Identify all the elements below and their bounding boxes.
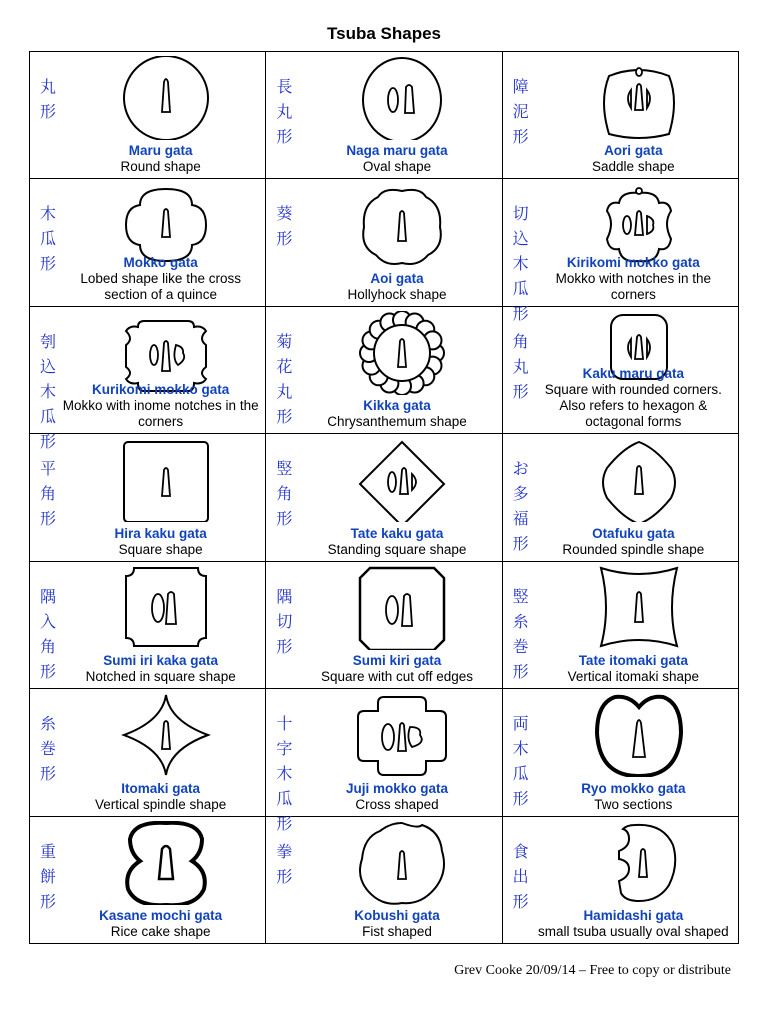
kanji-char: 形: [276, 866, 293, 886]
kanji-char: 木: [39, 204, 56, 224]
shape-cell: [502, 561, 738, 688]
kanji-char: 瓜: [512, 279, 529, 299]
kanji-char: 巻: [39, 739, 56, 759]
shape-cell: [502, 816, 738, 943]
cross-tsuba-icon: [302, 693, 502, 777]
shape-name: Tate itomaki gata: [578, 653, 688, 669]
kanji-char: 瓜: [39, 229, 56, 249]
kanji-char: 形: [39, 891, 56, 911]
shape-description: Rounded spindle shape: [562, 541, 705, 557]
kanji-char: 餅: [39, 866, 56, 886]
kanji-char: 刳: [39, 331, 56, 351]
shape-name: Maru gata: [128, 143, 193, 159]
shape-description: Standing square shape: [327, 541, 467, 557]
kanji-char: 角: [276, 484, 293, 504]
oval-tsuba-icon: [302, 56, 502, 140]
shape-cell: [30, 179, 266, 306]
kanji-char: 形: [512, 127, 529, 146]
tsuba-table: [29, 51, 739, 944]
fist-tsuba-icon: [302, 821, 502, 905]
kanji-label: [274, 329, 294, 429]
shape-name: Aoi gata: [370, 270, 424, 286]
shape-caption: [533, 653, 734, 685]
shape-name: Itomaki gata: [121, 780, 201, 796]
shape-description: Oval shape: [362, 159, 432, 175]
kanji-char: 竪: [276, 459, 293, 479]
itomaki-tsuba-icon: [66, 693, 266, 777]
kanji-label: [511, 74, 531, 149]
shape-name: Sumi iri kaka gata: [103, 653, 219, 669]
kanji-char: 十: [276, 714, 293, 734]
shape-description: Vertical itomaki shape: [567, 669, 699, 685]
shape-name: Aori gata: [604, 143, 663, 159]
notched-square-tsuba-icon: [66, 566, 266, 650]
shape-description: Square shape: [118, 541, 203, 557]
shape-name: Kurikomi mokko gata: [92, 382, 230, 398]
shape-name: Tate kaku gata: [350, 525, 444, 541]
shape-caption: [296, 271, 497, 303]
diamond-tsuba-icon: [302, 438, 502, 522]
kanji-char: 拳: [276, 841, 293, 861]
kanji-char: 食: [512, 841, 529, 861]
kanji-char: 形: [39, 661, 56, 681]
shape-caption: [296, 908, 497, 940]
shape-cell: [30, 434, 266, 561]
shape-cell: [502, 434, 738, 561]
shape-caption: [533, 908, 734, 940]
kanji-char: 形: [39, 431, 56, 451]
kanji-char: 丸: [276, 102, 293, 121]
kanji-label: [274, 201, 294, 251]
shape-name: Kasane mochi gata: [99, 908, 223, 923]
kanji-char: 形: [512, 304, 529, 324]
shape-caption: [60, 908, 261, 940]
kanji-char: 瓜: [276, 789, 293, 809]
shape-description: Cross shaped: [355, 796, 439, 812]
shape-description: Fist shaped: [362, 924, 432, 939]
shape-name: Kikka gata: [363, 398, 431, 414]
kanji-char: 隅: [39, 586, 56, 606]
shape-description: Chrysanthemum shape: [327, 414, 467, 430]
shape-caption: [296, 526, 497, 558]
cut-corner-square-tsuba-icon: [302, 566, 502, 650]
rice-cake-tsuba-icon: [66, 821, 266, 905]
kanji-char: 形: [39, 254, 56, 274]
kanji-char: 形: [39, 509, 56, 529]
shape-name: Ryo mokko gata: [581, 780, 686, 796]
shape-description: Lobed shape like the cross section of a quince: [80, 270, 241, 302]
shape-caption: [296, 398, 497, 430]
shape-caption: [296, 143, 497, 175]
shape-description: Round shape: [120, 159, 201, 175]
kanji-char: 角: [39, 636, 56, 656]
kanji-char: 形: [512, 381, 529, 401]
kanji-char: 切: [512, 204, 529, 224]
shape-caption: [533, 781, 734, 813]
kanji-char: 字: [276, 739, 293, 759]
rounded-spindle-tsuba-icon: [539, 438, 739, 522]
shape-caption: [533, 143, 734, 175]
kanji-char: 木: [512, 739, 529, 759]
kanji-char: 形: [276, 406, 293, 426]
kanji-char: 泥: [512, 102, 529, 121]
kanji-char: 菊: [276, 331, 293, 351]
shape-cell: [266, 561, 502, 688]
kanji-char: 隅: [276, 586, 293, 606]
kanji-label: [38, 584, 58, 684]
kanji-label: [511, 711, 531, 811]
kanji-char: 両: [512, 714, 529, 734]
kanji-label: [511, 839, 531, 914]
hamidashi-tsuba-icon: [539, 821, 739, 905]
kanji-char: 花: [276, 356, 293, 376]
shape-caption: [533, 255, 734, 303]
shape-cell: [502, 179, 738, 324]
shape-description: Square with cut off edges: [320, 669, 474, 685]
shape-caption: [60, 526, 261, 558]
shape-caption: [60, 255, 261, 303]
shape-cell: [502, 306, 738, 433]
shape-description: Mokko with notches in the corners: [555, 270, 711, 302]
kanji-char: 形: [512, 534, 529, 554]
shape-name: Kirikomi mokko gata: [566, 254, 700, 270]
shape-cell: [266, 52, 502, 179]
kanji-char: 木: [276, 764, 293, 784]
kanji-char: 竪: [512, 586, 529, 606]
shape-cell: [266, 434, 502, 561]
kanji-char: 形: [276, 509, 293, 529]
kanji-char: 長: [276, 77, 293, 96]
shape-cell: [266, 306, 502, 433]
saddle-tsuba-icon: [539, 56, 739, 140]
kanji-char: 重: [39, 841, 56, 861]
kanji-label: [274, 584, 294, 659]
kanji-label: [511, 456, 531, 556]
kanji-label: [511, 584, 531, 684]
kanji-char: 形: [512, 789, 529, 809]
shape-description: Saddle shape: [592, 159, 675, 175]
kanji-char: 葵: [276, 204, 293, 224]
kanji-char: 形: [512, 661, 529, 681]
shape-name: Mokko gata: [123, 254, 198, 270]
shape-name: Sumi kiri gata: [352, 653, 442, 669]
vertical-itomaki-tsuba-icon: [539, 566, 739, 650]
shape-description: Rice cake shape: [110, 924, 211, 939]
shape-cell: [30, 52, 266, 179]
page-title: Tsuba Shapes: [327, 24, 441, 43]
kanji-char: 障: [512, 77, 529, 96]
shape-caption: [60, 781, 261, 813]
kanji-char: 形: [276, 814, 293, 834]
kanji-char: 瓜: [39, 406, 56, 426]
kanji-char: 形: [39, 764, 56, 784]
kanji-char: 形: [276, 636, 293, 656]
shape-caption: [533, 366, 734, 430]
shape-description: Hollyhock shape: [347, 286, 447, 302]
kanji-label: [274, 839, 294, 889]
kanji-char: 切: [276, 611, 293, 631]
kanji-char: 糸: [39, 714, 56, 734]
kanji-char: 福: [512, 509, 529, 529]
shape-name: Otafuku gata: [592, 525, 675, 541]
shape-description: Square with rounded corners. Also refers to hexagon & octagonal forms: [544, 382, 722, 430]
shape-caption: [60, 653, 261, 685]
shape-cell: [266, 179, 502, 306]
shape-name: Hamidashi gata: [583, 908, 684, 923]
kanji-char: 出: [512, 866, 529, 886]
hollyhock-tsuba-icon: [302, 183, 502, 267]
footer-credit: Grev Cooke 20/09/14 – Free to copy or distribute: [454, 963, 731, 978]
shape-cell: [30, 306, 266, 451]
kanji-char: 多: [512, 484, 529, 504]
kanji-char: 入: [39, 611, 56, 631]
shape-cell: [30, 689, 266, 816]
kanji-char: 込: [512, 229, 529, 249]
kanji-label: [38, 456, 58, 531]
shape-description: small tsuba usually oval shaped: [538, 924, 729, 939]
shape-description: Mokko with inome notches in the corners: [62, 398, 259, 430]
kanji-char: 込: [39, 356, 56, 376]
two-section-tsuba-icon: [539, 693, 739, 777]
kanji-label: [38, 839, 58, 914]
round-tsuba-icon: [66, 56, 266, 140]
kanji-char: お: [512, 459, 529, 479]
kanji-label: [38, 711, 58, 786]
kanji-label: [38, 201, 58, 276]
shape-caption: [60, 143, 261, 175]
kanji-char: 瓜: [512, 764, 529, 784]
kanji-char: 木: [39, 381, 56, 401]
kanji-char: 角: [512, 331, 529, 351]
kanji-char: 巻: [512, 636, 529, 656]
shape-cell: [266, 816, 502, 943]
kanji-char: 平: [39, 459, 56, 479]
kanji-label: [511, 329, 531, 404]
shape-name: Juji mokko gata: [345, 780, 448, 796]
shape-cell: [266, 689, 502, 834]
shape-cell: [30, 816, 266, 943]
shape-caption: [60, 382, 261, 430]
kanji-char: 丸: [39, 77, 56, 96]
kanji-char: 形: [276, 127, 293, 146]
shape-description: Two sections: [594, 796, 673, 812]
shape-name: Naga maru gata: [346, 143, 448, 159]
shape-cell: [502, 52, 738, 179]
kanji-char: 丸: [276, 381, 293, 401]
square-tsuba-icon: [66, 438, 266, 522]
shape-caption: [533, 526, 734, 558]
kanji-char: 木: [512, 254, 529, 274]
shape-name: Kobushi gata: [354, 908, 440, 923]
kanji-char: 形: [512, 891, 529, 911]
kanji-char: 丸: [512, 356, 529, 376]
kanji-char: 糸: [512, 611, 529, 631]
chrysanthemum-tsuba-icon: [302, 311, 502, 395]
shape-name: Kaku maru gata: [582, 366, 684, 382]
kanji-label: [274, 456, 294, 531]
shape-caption: [296, 781, 497, 813]
shape-description: Notched in square shape: [85, 669, 236, 685]
shape-caption: [296, 653, 497, 685]
kanji-label: [274, 74, 294, 149]
kanji-char: 形: [39, 102, 56, 121]
kanji-label: [38, 74, 58, 124]
shape-description: Vertical spindle shape: [94, 796, 227, 812]
kanji-char: 形: [276, 229, 293, 249]
kanji-char: 角: [39, 484, 56, 504]
shape-cell: [502, 689, 738, 816]
shape-cell: [30, 561, 266, 688]
shape-name: Hira kaku gata: [114, 525, 207, 541]
